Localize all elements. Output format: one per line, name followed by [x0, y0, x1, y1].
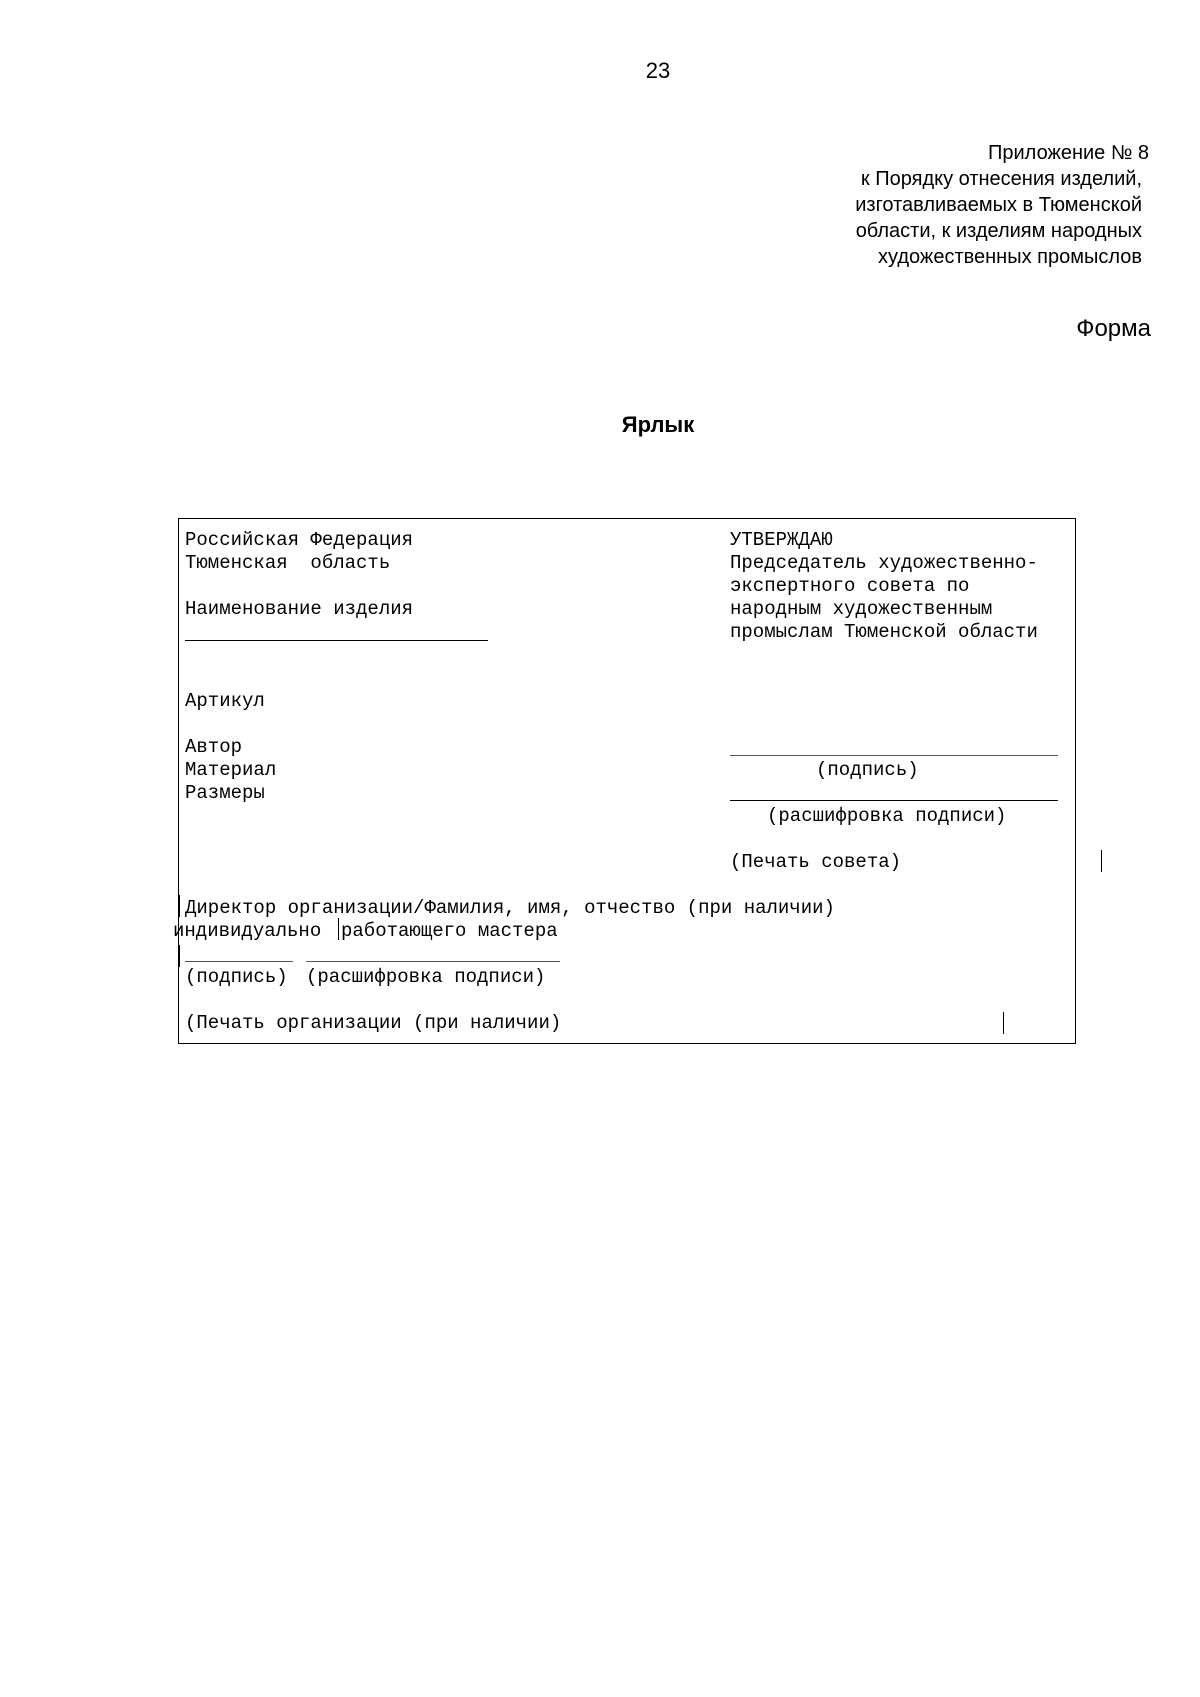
director-decryption-line	[306, 961, 560, 962]
director-signature-caption: (подпись)	[185, 966, 288, 988]
appendix-line: изготавливаемых в Тюменской	[855, 194, 1142, 216]
organization-seal-caption: (Печать организации (при наличии)	[185, 1012, 562, 1034]
approval-line: экспертного совета по	[730, 575, 970, 597]
appendix-header	[679, 140, 1149, 270]
scan-mark	[179, 945, 180, 967]
approval-line: промыслам Тюменской области	[730, 621, 1038, 643]
approval-signature-line	[730, 755, 1058, 756]
approval-line: Председатель художественно-	[730, 552, 1038, 574]
director-signature-line	[185, 961, 293, 962]
approval-decryption-line	[730, 800, 1058, 801]
director-decryption-caption: (расшифровка подписи)	[306, 966, 546, 988]
material-label: Материал	[185, 759, 277, 781]
scan-mark	[338, 918, 339, 940]
scan-mark	[1101, 850, 1102, 872]
appendix-line: области, к изделиям народных	[855, 220, 1142, 242]
council-seal-caption: (Печать совета)	[730, 851, 902, 873]
director-line-2a: индивидуально	[173, 920, 322, 942]
product-name-line	[185, 640, 488, 641]
appendix-line: художественных промыслов	[878, 246, 1142, 268]
director-line-2b: работающего мастера	[341, 920, 558, 942]
article-label: Артикул	[185, 690, 265, 712]
appendix-line: Приложение № 8	[988, 142, 1149, 164]
product-name-label: Наименование изделия	[185, 598, 414, 620]
page-number: 23	[645, 58, 671, 83]
author-label: Автор	[185, 736, 243, 758]
region-text: Тюменская область	[185, 552, 391, 574]
scan-mark	[1003, 1012, 1004, 1034]
approval-heading: УТВЕРЖДАЮ	[730, 529, 833, 551]
country-text: Российская Федерация	[185, 529, 414, 551]
sizes-label: Размеры	[185, 782, 265, 804]
appendix-line: к Порядку отнесения изделий,	[860, 168, 1142, 190]
forma-label: Форма	[1076, 315, 1151, 342]
document-title: Ярлык	[621, 412, 695, 437]
approval-decryption-caption: (расшифровка подписи)	[767, 805, 1007, 827]
approval-signature-caption: (подпись)	[816, 759, 919, 781]
director-line-1: Директор организации/Фамилия, имя, отчество (при наличии)	[185, 897, 835, 919]
scan-mark	[179, 895, 180, 917]
approval-line: народным художественным	[730, 598, 993, 620]
